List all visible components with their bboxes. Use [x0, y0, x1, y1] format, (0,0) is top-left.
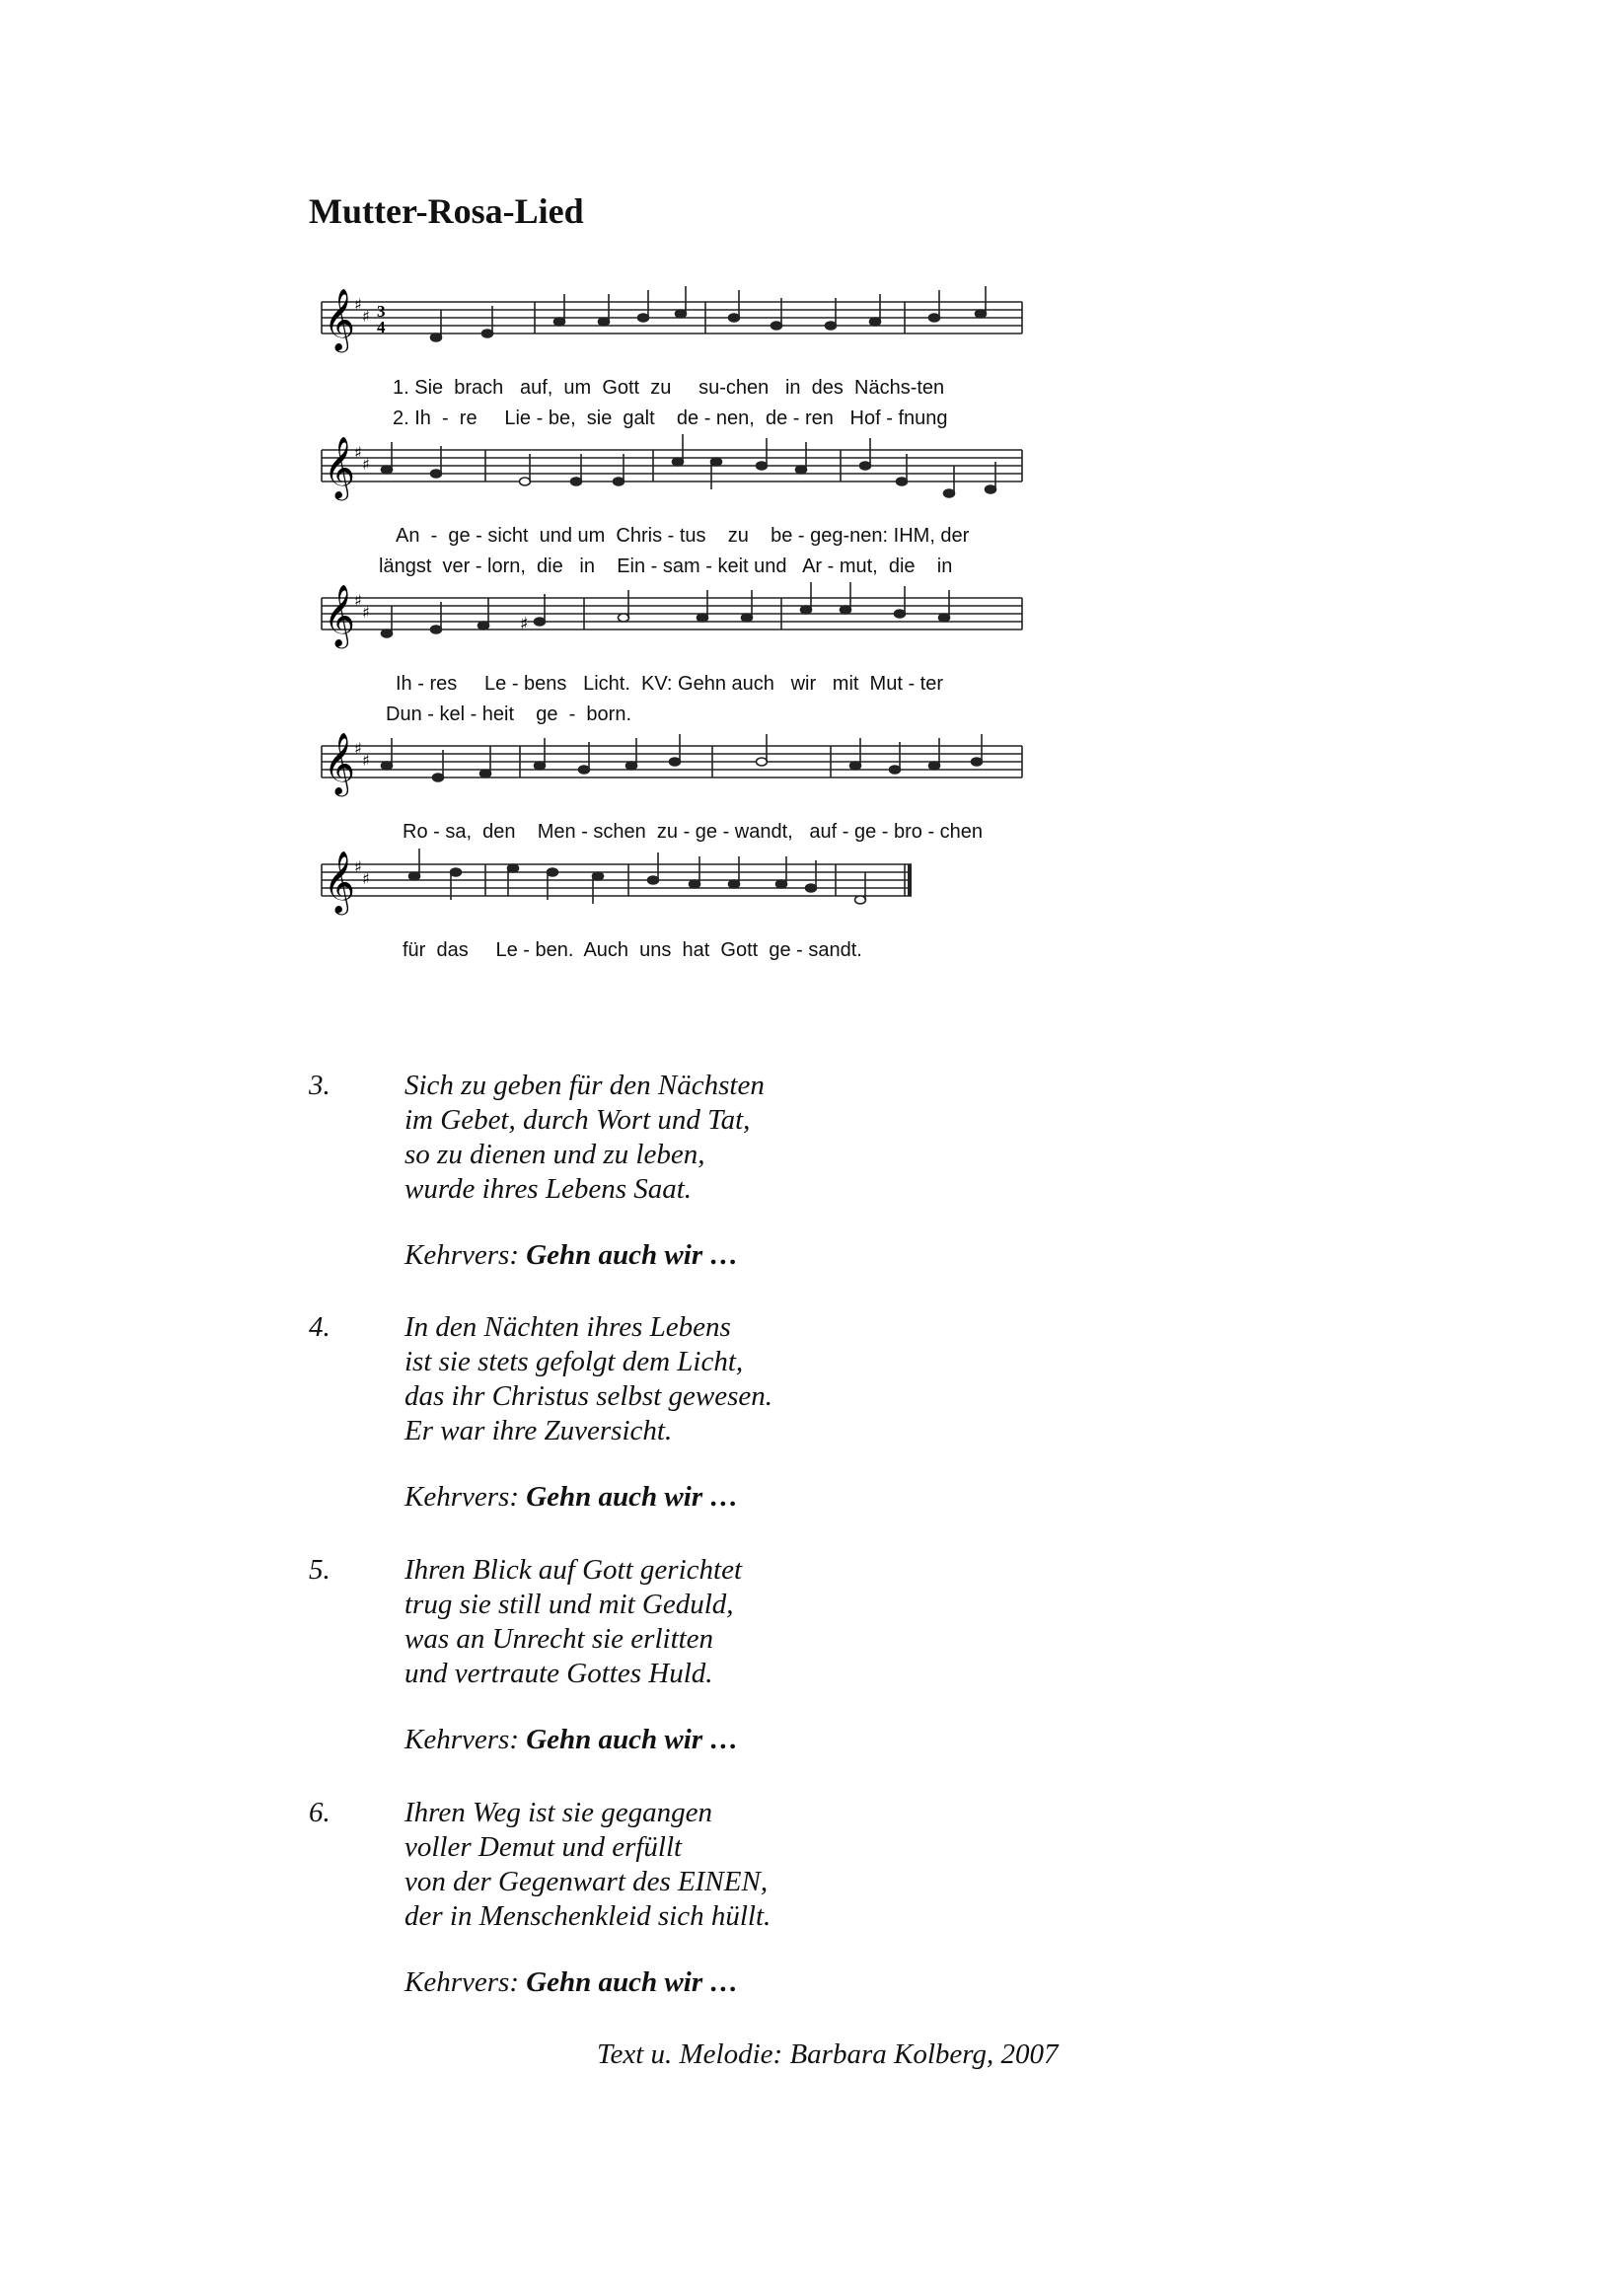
refrain-text: Gehn auch wir …	[526, 1724, 739, 1755]
verse-line: ist sie stets gefolgt dem Licht,	[404, 1346, 744, 1377]
verse-number: 6.	[309, 1797, 331, 1828]
verse-number: 4.	[309, 1311, 331, 1343]
staff-3	[318, 582, 1024, 661]
staff-5	[318, 849, 1024, 927]
verse-line: der in Menschenkleid sich hüllt.	[404, 1900, 771, 1932]
verse-line: wurde ihres Lebens Saat.	[404, 1173, 693, 1205]
lyric-line: Ro - sa, den Men - schen zu - ge - wandt, auf - ge - bro - chen	[403, 821, 984, 843]
svg-text:4: 4	[377, 318, 386, 336]
refrain-line	[404, 1481, 738, 1514]
refrain-prefix: Kehrvers:	[404, 1966, 519, 1998]
verse-line: das ihr Christus selbst gewesen.	[404, 1380, 772, 1412]
svg-text:♯: ♯	[354, 857, 362, 876]
svg-text:♯: ♯	[354, 739, 362, 758]
svg-text:♯: ♯	[354, 591, 362, 610]
refrain-line	[404, 1966, 738, 1999]
refrain-line	[404, 1239, 738, 1272]
refrain-prefix: Kehrvers:	[404, 1239, 519, 1271]
refrain-text: Gehn auch wir …	[526, 1239, 739, 1271]
svg-text:♯: ♯	[362, 751, 370, 770]
verse-line: so zu dienen und zu leben,	[404, 1139, 705, 1170]
music-score	[318, 286, 1024, 977]
verse-line: voller Demut und erfüllt	[404, 1831, 683, 1863]
verse-line: von der Gegenwart des EINEN,	[404, 1866, 769, 1897]
lyric-line: Dun - kel - heit ge - born.	[386, 704, 631, 725]
svg-text:♯: ♯	[362, 307, 370, 326]
svg-text:𝄞: 𝄞	[324, 584, 355, 646]
verse-number: 3.	[309, 1070, 331, 1101]
verse-line: Er war ihre Zuversicht.	[404, 1415, 673, 1446]
staff-4	[318, 730, 1024, 809]
verse-line: im Gebet, durch Wort und Tat,	[404, 1104, 751, 1136]
lyric-line: längst ver - lorn, die in Ein - sam - keit und Ar - mut, die in	[379, 555, 953, 577]
svg-text:♯: ♯	[354, 295, 362, 314]
verse-line: Ihren Weg ist sie gegangen	[404, 1797, 712, 1828]
lyric-line: An - ge - sicht und um Chris - tus zu be - geg-nen: IHM, der	[396, 525, 970, 547]
svg-text:♯: ♯	[354, 443, 362, 462]
svg-text:𝄞: 𝄞	[324, 851, 355, 913]
svg-text:𝄞: 𝄞	[324, 732, 355, 794]
staff-1	[318, 286, 1024, 365]
refrain-prefix: Kehrvers:	[404, 1481, 519, 1513]
lyric-line: 2. Ih - re Lie - be, sie galt de - nen, de - ren Hof - fnung	[393, 407, 948, 429]
verse-line: Ihren Blick auf Gott gerichtet	[404, 1554, 742, 1586]
lyric-line: Ih - res Le - bens Licht. KV: Gehn auch wir mit Mut - ter	[396, 673, 944, 695]
svg-text:𝄞: 𝄞	[324, 288, 355, 350]
staff-2	[318, 434, 1024, 513]
svg-text:♯: ♯	[362, 603, 370, 622]
lyric-line: für das Le - ben. Auch uns hat Gott ge - sandt.	[403, 939, 862, 961]
svg-text:♯: ♯	[520, 614, 529, 634]
song-title: Mutter-Rosa-Lied	[309, 191, 584, 231]
verse-line: und vertraute Gottes Huld.	[404, 1658, 713, 1689]
refrain-text: Gehn auch wir …	[526, 1966, 739, 1998]
lyric-line: 1. Sie brach auf, um Gott zu su-chen in des Nächs-ten	[393, 377, 945, 399]
svg-text:♯: ♯	[362, 869, 370, 888]
refrain-line	[404, 1724, 738, 1756]
verse-line: In den Nächten ihres Lebens	[404, 1311, 731, 1343]
verse-line: trug sie still und mit Geduld,	[404, 1589, 734, 1620]
svg-text:3: 3	[377, 302, 386, 321]
verse-line: was an Unrecht sie erlitten	[404, 1623, 714, 1655]
refrain-text: Gehn auch wir …	[526, 1481, 739, 1513]
svg-text:♯: ♯	[362, 455, 370, 474]
credit-line: Text u. Melodie: Barbara Kolberg, 2007	[597, 2038, 1059, 2070]
refrain-prefix: Kehrvers:	[404, 1724, 519, 1755]
verse-number: 5.	[309, 1554, 331, 1586]
svg-text:𝄞: 𝄞	[324, 436, 355, 498]
verse-line: Sich zu geben für den Nächsten	[404, 1070, 765, 1101]
